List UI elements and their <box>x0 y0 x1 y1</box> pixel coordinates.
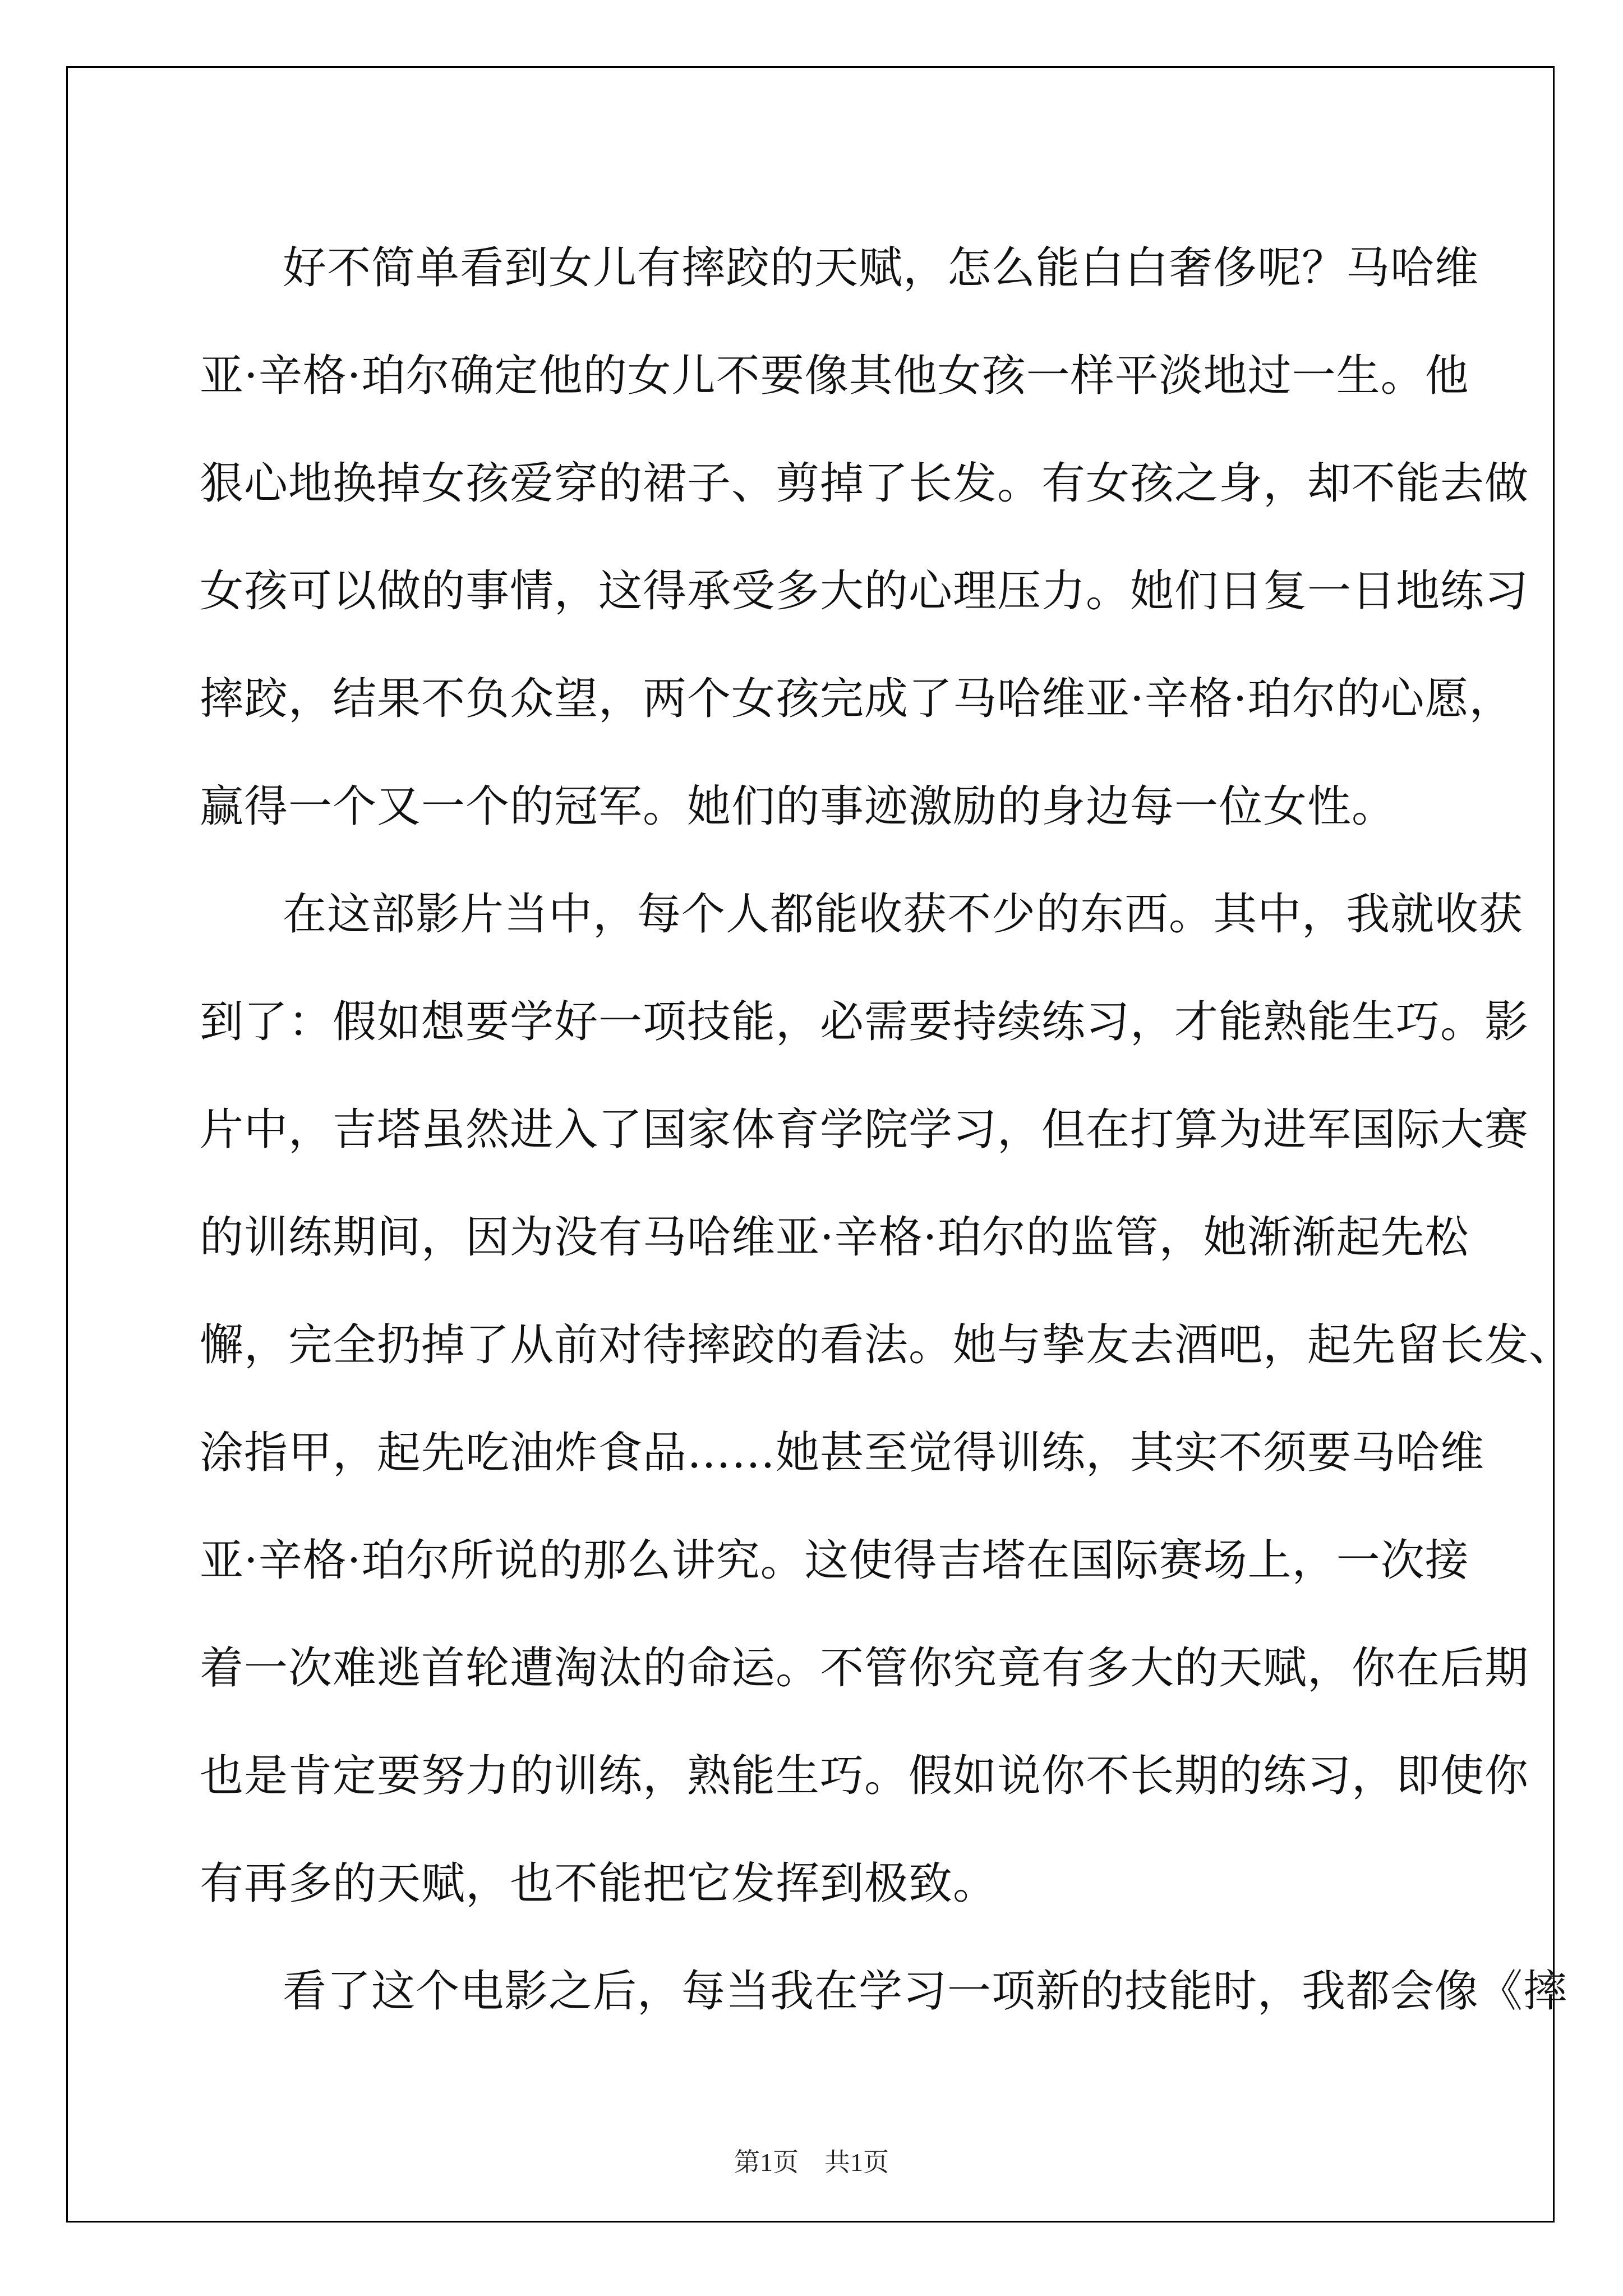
paragraph-line: 在这部影片当中，每个人都能收获不少的东西。其中，我就收获 <box>283 889 1524 940</box>
paragraph-line: 涂指甲，起先吃油炸食品……她甚至觉得训练，其实不须要马哈维 <box>200 1428 1485 1478</box>
paragraph-line: 好不简单看到女儿有摔跤的天赋，怎么能白白奢侈呢？马哈维 <box>283 243 1479 293</box>
paragraph-line: 的训练期间，因为没有马哈维亚·辛格·珀尔的监管，她渐渐起先松 <box>200 1212 1469 1263</box>
paragraph-3 <box>200 1938 1568 2045</box>
paragraph-line: 摔跤，结果不负众望，两个女孩完成了马哈维亚·辛格·珀尔的心愿， <box>200 674 1514 724</box>
paragraph-line: 狠心地换掉女孩爱穿的裙子、剪掉了长发。有女孩之身，却不能去做 <box>200 458 1529 509</box>
paragraph-line: 亚·辛格·珀尔确定他的女儿不要像其他女孩一样平淡地过一生。他 <box>200 351 1469 401</box>
paragraph-line: 赢得一个又一个的冠军。她们的事迹激励的身边每一位女性。 <box>200 781 1396 832</box>
paragraph-line: 有再多的天赋，也不能把它发挥到极致。 <box>200 1858 998 1909</box>
paragraph-line: 看了这个电影之后，每当我在学习一项新的技能时，我都会像《摔 <box>283 1966 1568 2017</box>
paragraph-line: 片中，吉塔虽然进入了国家体育学院学习，但在打算为进军国际大赛 <box>200 1105 1529 1155</box>
paragraph-line: 懈，完全扔掉了从前对待摔跤的看法。她与挚友去酒吧，起先留长发、 <box>200 1320 1574 1370</box>
document-body <box>200 214 1574 2045</box>
page-footer: 第1页 共1页 <box>734 2148 889 2177</box>
paragraph-line: 到了：假如想要学好一项技能，必需要持续练习，才能熟能生巧。影 <box>200 997 1529 1047</box>
paragraph-line: 着一次难逃首轮遭淘汰的命运。不管你究竟有多大的天赋，你在后期 <box>200 1643 1529 1694</box>
paragraph-line: 亚·辛格·珀尔所说的那么讲究。这使得吉塔在国际赛场上，一次接 <box>200 1535 1469 1586</box>
paragraph-line: 女孩可以做的事情，这得承受多大的心理压力。她们日复一日地练习 <box>200 566 1529 616</box>
paragraph-2 <box>200 861 1574 1938</box>
paragraph-line: 也是肯定要努力的训练，熟能生巧。假如说你不长期的练习，即使你 <box>200 1751 1529 1801</box>
paragraph-1 <box>200 214 1529 861</box>
